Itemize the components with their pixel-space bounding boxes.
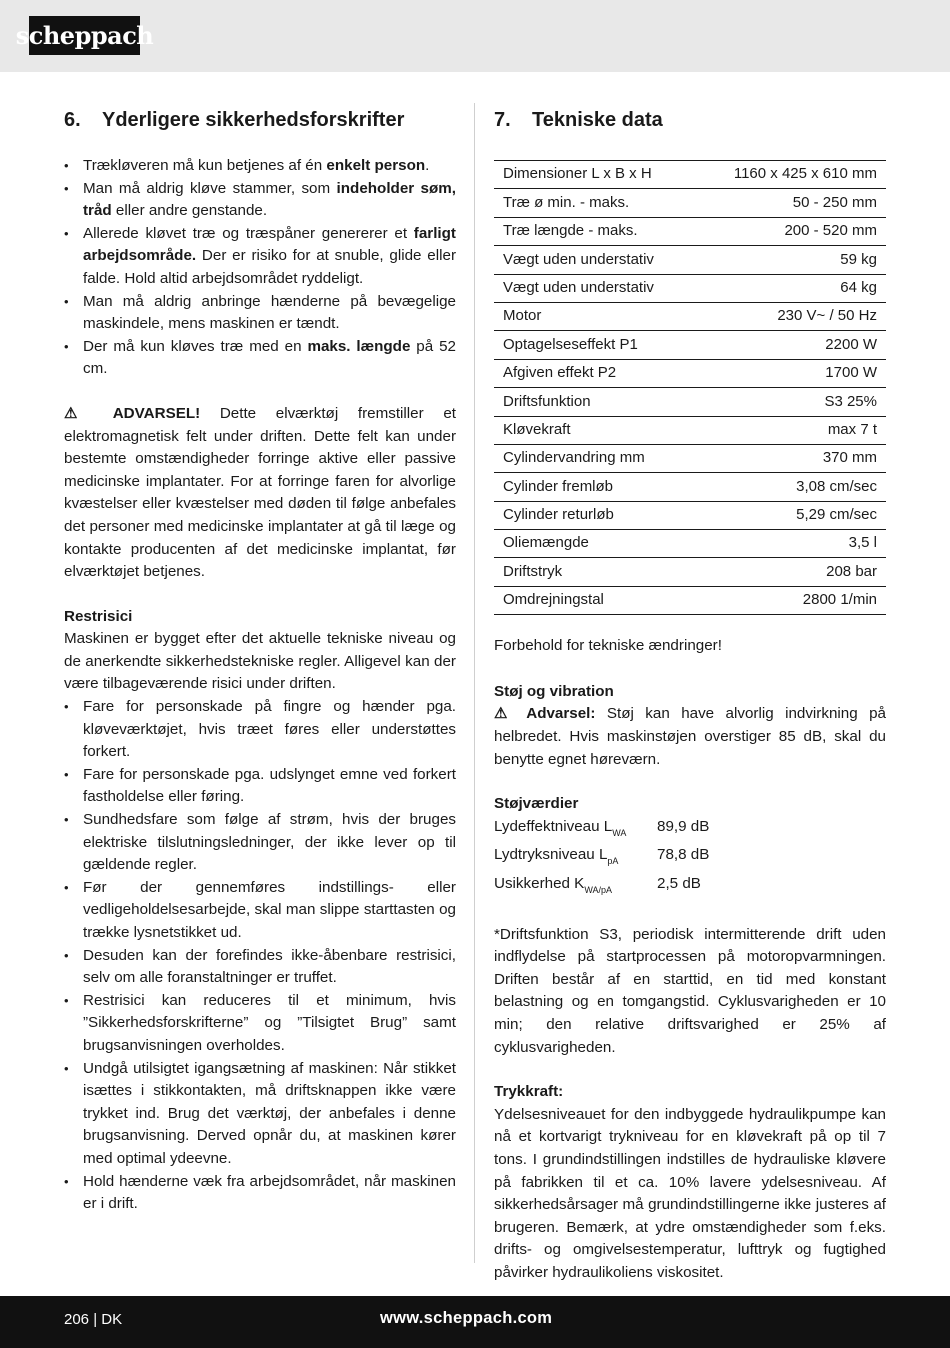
list-item: • Hold hænderne væk fra arbejdsområdet, når maskinen er i drift. (64, 1171, 456, 1216)
noise-label-text: Lydeffektniveau L (494, 817, 613, 835)
spec-label: Driftsfunktion (494, 388, 695, 416)
spec-row (494, 246, 886, 274)
spec-row (494, 331, 886, 359)
noise-row (494, 844, 886, 873)
text: Man må aldrig kløve stammer, som (83, 179, 337, 197)
list-item: • Fare for personskade pga. udslynget emne ved forkert fastholdelse eller føring. (64, 764, 456, 809)
restrisici-heading: Restrisici (64, 607, 133, 625)
noise-label-text: Usikkerhed K (494, 875, 585, 892)
spec-row (494, 274, 886, 302)
bold-text: farligt arbejdsområde. (83, 224, 456, 265)
noise-row (494, 816, 886, 845)
emf-warning (64, 403, 456, 584)
safety-bullets (64, 155, 456, 381)
spec-row (494, 473, 886, 501)
section-7-heading (494, 107, 886, 133)
spec-row (494, 161, 886, 189)
spec-label: Kløvekraft (494, 416, 695, 444)
spec-label: Cylindervandring mm (494, 444, 695, 472)
text: . (425, 157, 430, 174)
noise-value: 2,5 dB (657, 875, 701, 892)
section-title: Yderligere sikkerhedsforskrifter (102, 109, 405, 131)
spec-label: Motor (494, 302, 695, 330)
spec-label: Omdrejningstal (494, 586, 695, 614)
noise-warning (494, 703, 886, 771)
reservation-note: Forbehold for tekniske ændringer! (494, 637, 722, 655)
spec-value: 5,29 cm/sec (695, 501, 886, 529)
warning-icon: ⚠ (64, 404, 94, 422)
noise-label (494, 873, 657, 902)
pressure-heading: Trykkraft: (494, 1083, 564, 1101)
spec-row (494, 302, 886, 330)
list-item: • Sundhedsfare som følge af strøm, hvis der bruges elektriske tilslutningsledninger, der ikke lever op til gældende regler. (64, 809, 456, 877)
text: Allerede kløvet træ og træspåner genererer et (83, 224, 414, 242)
spec-label: Vægt uden understativ (494, 274, 695, 302)
spec-value: 3,08 cm/sec (695, 473, 886, 501)
text: Der er risiko for at snuble, glide eller falde. Hold altid arbejdsområdet ryddeligt. (83, 247, 456, 287)
list-item (64, 291, 456, 336)
tech-spec-table (494, 160, 886, 615)
spec-value: S3 25% (695, 388, 886, 416)
noise-label (494, 816, 657, 845)
list-item: • Undgå utilsigtet igangsætning af maskinen: Når stikket isættes i stikkontakten, må driftsknappen ikke være trykket ind. Brug det værktøj, der anbefales i denne brugsanvisning. Derved opnår du, at maskinen kører med optimal ydeevne. (64, 1058, 456, 1171)
section-number: 7. (494, 109, 511, 131)
spec-value: 59 kg (695, 246, 886, 274)
spec-value: 208 bar (695, 558, 886, 586)
noise-values-heading: Støjværdier (494, 795, 579, 813)
list-item (64, 336, 456, 381)
noise-heading: Støj og vibration (494, 682, 614, 700)
website-link[interactable]: www.scheppach.com (380, 1309, 553, 1327)
spec-value: 230 V~ / 50 Hz (695, 302, 886, 330)
noise-value: 78,8 dB (657, 846, 710, 864)
spec-value: 200 - 520 mm (695, 217, 886, 245)
bold-text: indeholder søm, tråd (83, 179, 457, 220)
restrisici-bullets (64, 696, 456, 1216)
warning-icon: ⚠ (494, 705, 515, 723)
spec-row (494, 530, 886, 558)
pressure-text: Ydelsesniveauet for den indbyggede hydraulikpumpe kan nå et kortvarigt trykniveau for en kløvekraft på op til 7 tons. I grundindstillingen indstilles de hydrauliske kløvere på fabrikken til et ca. 10% lavere ydelsesniveau. Af sikkerhedsårsager må grundindstillingerne ikke justeres af brugeren. Bemærk, at ydre omstændigheder som f.eks. drifts- og omgivelsestemperatur, lufttryk og fugtighed påvirker hydraulikoliens viskositet. (494, 1105, 886, 1281)
spec-value: max 7 t (695, 416, 886, 444)
bold-text: enkelt person (326, 157, 426, 174)
list-item (64, 155, 456, 178)
right-column (494, 103, 886, 1285)
spec-row (494, 217, 886, 245)
bold-text: maks. længde (307, 337, 411, 355)
duty-note: *Driftsfunktion S3, periodisk intermitterende drift uden indflydelse på startprocessen på motoropvarmningen. Driften består af en starttid, en tid med konstant belastning og en tomgangstid. Cyklusvarigheden er 10 min; den relative driftsvarighed er 25% af cyklusvarigheden. (494, 925, 886, 1056)
spec-row (494, 501, 886, 529)
spec-label: Vægt uden understativ (494, 246, 695, 274)
spec-row (494, 388, 886, 416)
spec-label: Cylinder fremløb (494, 473, 695, 501)
spec-value: 2200 W (695, 331, 886, 359)
section-number: 6. (64, 109, 81, 131)
spec-label: Træ længde - maks. (494, 217, 695, 245)
scheppach-logo: scheppach (29, 16, 140, 55)
spec-label: Dimensioner L x B x H (494, 161, 695, 189)
spec-value: 1160 x 425 x 610 mm (695, 161, 886, 189)
noise-value: 89,9 dB (657, 817, 710, 835)
spec-value: 1700 W (695, 359, 886, 387)
text: eller andre genstande. (111, 202, 268, 220)
list-item: • Før der gennemføres indstillings- eller vedligeholdelsesarbejde, skal man slippe starttasten og trække lysnetstikket ud. (64, 877, 456, 945)
list-item (64, 178, 456, 223)
noise-label-subscript: WA/pA (584, 885, 613, 895)
spec-label: Oliemængde (494, 530, 695, 558)
noise-values (494, 816, 886, 902)
spec-value: 64 kg (695, 274, 886, 302)
page-number: 206 | DK (64, 1311, 123, 1328)
text: Man må aldrig anbringe hænderne på bevægelige maskindele, mens maskinen er tændt. (83, 292, 456, 333)
list-item: • Restrisici kan reduceres til et minimum, hvis ”Sikkerhedsforskrifterne” og ”Tilsigtet Brug” samt brugsanvisningen overholdes. (64, 990, 456, 1058)
spec-value: 3,5 l (695, 530, 886, 558)
section-6-heading (64, 107, 456, 133)
list-item: • Fare for personskade på fingre og hænder pga. kløveværktøjet, hvis træet føres eller understøttes forkert. (64, 696, 456, 764)
spec-label: Afgiven effekt P2 (494, 359, 695, 387)
list-item (64, 223, 456, 291)
text: Trækløveren må kun betjenes af én (83, 157, 327, 174)
spec-value: 2800 1/min (695, 586, 886, 614)
footer-bar (0, 1296, 950, 1348)
text: Der må kun kløves træ med en (83, 337, 308, 355)
header-bar (0, 0, 950, 72)
spec-row (494, 444, 886, 472)
noise-label-subscript: WA (612, 827, 627, 838)
noise-label (494, 844, 657, 873)
warning-label: ADVARSEL! (112, 404, 201, 422)
column-divider (474, 103, 475, 1263)
noise-row (494, 873, 886, 902)
noise-label-text: Lydtryksniveau L (494, 846, 608, 864)
restrisici-intro: Maskinen er bygget efter det aktuelle tekniske niveau og de anerkendte sikkerhedstekniske regler. Alligevel kan der være tilbageværende risici under driften. (64, 630, 456, 693)
spec-label: Træ ø min. - maks. (494, 189, 695, 217)
spec-label: Cylinder returløb (494, 501, 695, 529)
section-title: Tekniske data (532, 109, 663, 131)
spec-label: Driftstryk (494, 558, 695, 586)
noise-warning-text: Støj kan have alvorlig indvirkning på helbredet. Hvis maskinstøjen overstiger 85 dB, skal du benytte egnet høreværn. (494, 705, 886, 768)
left-column (64, 103, 456, 1216)
spec-row (494, 558, 886, 586)
spec-value: 50 - 250 mm (695, 189, 886, 217)
spec-row (494, 586, 886, 614)
spec-row (494, 416, 886, 444)
spec-value: 370 mm (695, 444, 886, 472)
text: på 52 cm. (83, 337, 456, 378)
spec-row (494, 189, 886, 217)
list-item: • Desuden kan der forefindes ikke-åbenbare restrisici, selv om alle foranstaltninger er truffet. (64, 945, 456, 990)
spec-label: Optagelseseffekt P1 (494, 331, 695, 359)
noise-warning-label: Advarsel: (526, 705, 596, 723)
spec-row (494, 359, 886, 387)
warning-text: Dette elværktøj fremstiller et elektromagnetisk felt under driften. Dette felt kan under bestemte omstændigheder forringe aktive eller passive medicinske implantater. For at forringe faren for alvorlige kvæstelser eller kvæstelser med døden til følge anbefales det personer med medicinske implantater at gå til læge og kontakte producenten af det medicinske implantat, før elværktøjet betjenes. (64, 404, 456, 581)
noise-label-subscript: pA (607, 856, 619, 867)
